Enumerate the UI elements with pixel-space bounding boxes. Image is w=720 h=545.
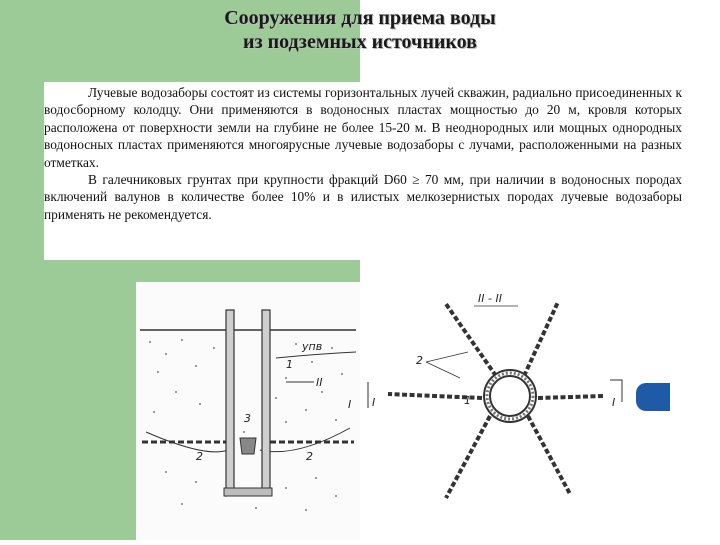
label-2-right: 2 [306, 450, 313, 463]
label-3: 3 [244, 412, 251, 425]
section-drawing-vertical [136, 282, 360, 540]
plan-drawing [360, 282, 660, 540]
plan-section-mark-right: I [612, 396, 616, 409]
label-1: 1 [286, 358, 293, 371]
paragraph-1: Лучевые водозаборы состоят из системы горизонтальных лучей скважин, радиально присоединенных к водосборному колодцу. Они применяются в водоносных пластах мощностью до 20 м, кровля которых расположена от поверхности земли на глубине не более 15-20 м. В неоднородных или мощных однородных водоносных пластах применяются многоярусные лучевые водозаборы с лучами, расположенными на разных отметках. [44, 85, 682, 170]
text-block [44, 82, 684, 260]
section-mark-i-left: I [348, 398, 352, 411]
title-line-1: Сооружения для приема воды [224, 7, 496, 29]
section-mark-ii: II [316, 376, 323, 389]
label-2-left: 2 [196, 450, 203, 463]
plan-section-mark-left: I [372, 396, 376, 409]
title-line-2: из подземных источников [243, 31, 477, 53]
page-title [160, 6, 560, 54]
plan-drawing-svg [360, 282, 660, 540]
label-water-level: упв [302, 340, 323, 353]
plan-label-2: 2 [416, 354, 423, 367]
plan-section-title: II - II [478, 292, 502, 305]
section-drawing-svg [136, 282, 360, 540]
next-slide-tab[interactable] [636, 383, 670, 411]
paragraph-2: В галечниковых грунтах при крупности фракций D60 ≥ 70 мм, при наличии в водоносных породах включений валунов в количестве более 10% и в илистых мелкозернистых породах лучевые водозаборы применять не рекомендуется. [44, 172, 682, 222]
plan-label-1: 1 [464, 394, 471, 407]
